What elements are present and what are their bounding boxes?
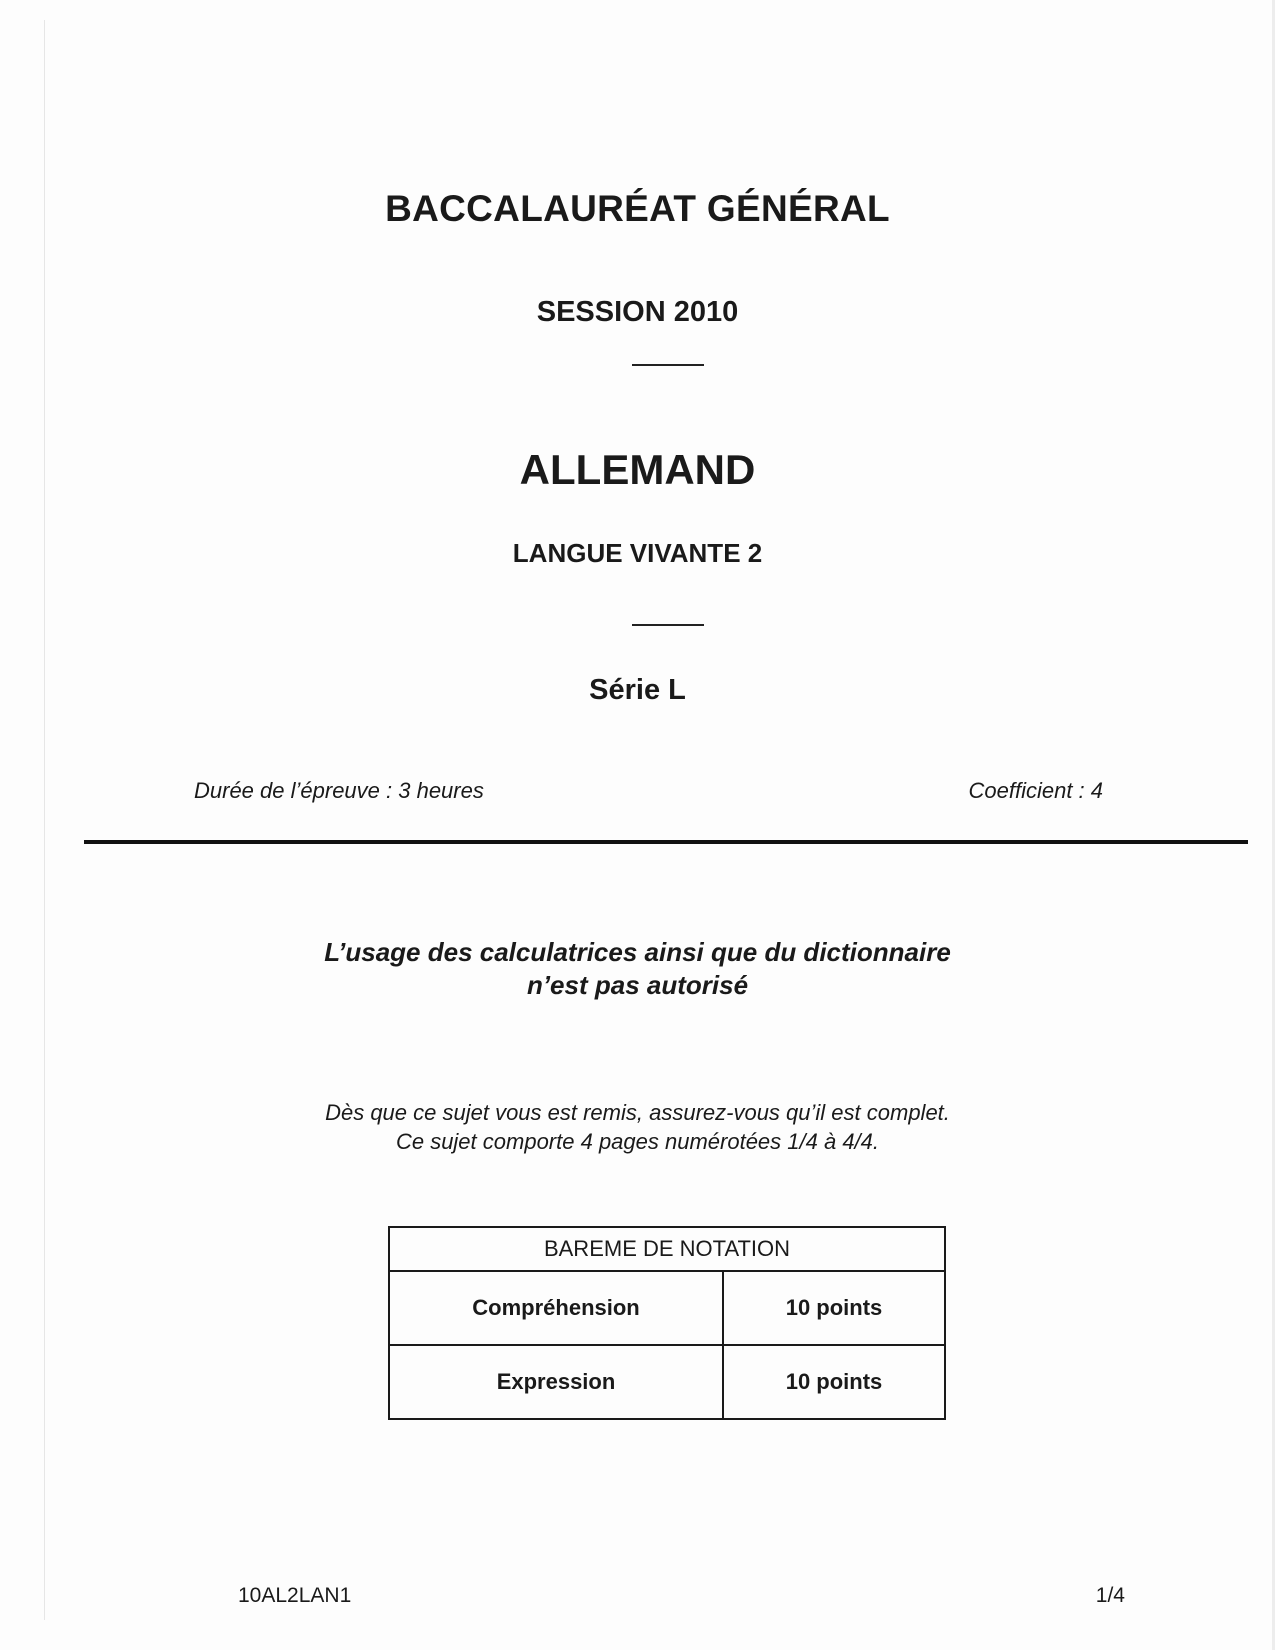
exam-code: 10AL2LAN1 [238,1584,352,1607]
table-row [389,1271,945,1345]
grading-table-header-row [389,1227,945,1271]
criterion-points: 10 points [723,1345,945,1419]
notice-line: n’est pas autorisé [526,970,749,1000]
series-label: Série L [589,674,686,706]
session-label: SESSION 2010 [536,296,739,328]
horizontal-rule [84,840,1248,844]
exam-title: BACCALAURÉAT GÉNÉRAL [385,188,890,229]
coefficient-text: Coefficient : 4 [968,778,1103,803]
grading-table [388,1226,946,1420]
scan-edge-left [44,20,45,1620]
separator-dash [632,364,704,366]
criterion-label: Compréhension [389,1271,723,1345]
table-row [389,1345,945,1419]
notice-line: L’usage des calculatrices ainsi que du dictionnaire [324,937,951,967]
calculator-notice [0,936,1275,1002]
criterion-points: 10 points [723,1271,945,1345]
instruction-line: Ce sujet comporte 4 pages numérotées 1/4 à 4/4. [395,1129,880,1154]
criterion-label: Expression [389,1345,723,1419]
separator-dash [632,624,704,626]
grading-table-heading: BAREME DE NOTATION [389,1227,945,1271]
subject-title: ALLEMAND [519,446,756,493]
language-level: LANGUE VIVANTE 2 [512,538,763,568]
instructions [0,1098,1275,1156]
duration-text: Durée de l’épreuve : 3 heures [194,778,484,803]
page-number: 1/4 [1095,1584,1125,1607]
instruction-line: Dès que ce sujet vous est remis, assurez-vous qu’il est complet. [325,1100,950,1125]
